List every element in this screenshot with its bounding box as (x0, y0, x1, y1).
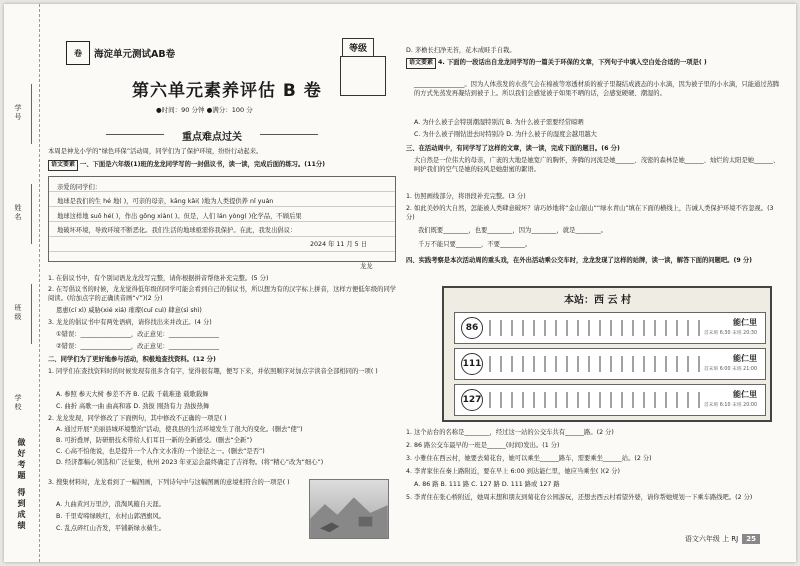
margin-slogan: 做好考题 得到成绩 (17, 438, 26, 532)
margin-label: 姓名 (14, 204, 22, 222)
margin-label: 学校 (14, 394, 22, 412)
question-options: 恩惠(cí xì) 威胁(xié xiá) 璀璨(cuǐ cuì) 肆意(sì shì) (56, 307, 202, 314)
letter-line: 地破坏环境，导致环境不断恶化。我们生活的地球亟需你我保护。在此，我发出倡议： (57, 226, 297, 234)
question-options: A. 通过开展“美丽县城环境整治”活动，使我县的生活环境发生了很大的变化。(删去“使”) (56, 426, 303, 433)
margin-line (31, 284, 32, 344)
question-options: C. 心高不怕他说，也是提升一个人作文水准的一个途径之一。(删去“是否”) (56, 448, 265, 455)
intro-text: 本周是神龙小学的“绿色环保”活动周，同学们为了保护环境，纷纷行动起来。 (48, 148, 263, 155)
question-options: A. 九曲黄河万里沙，浪淘风簸自天涯。 (56, 501, 165, 508)
exam-meta: ●时间：90 分钟 ●满分：100 分 (156, 106, 253, 114)
binding-margin (4, 4, 40, 562)
question-options: B. 千里莺啼绿映红，水村山郭酒旗风。 (56, 513, 166, 520)
tag-icon: 语文要素 (406, 58, 436, 69)
landscape-picture-icon (310, 480, 388, 538)
route-destination: 能仁里 (733, 318, 757, 327)
grade-box[interactable] (340, 56, 386, 96)
question-options: A. 86 路 B. 111 路 C. 127 路 D. 111 路或 127 路 (414, 481, 560, 488)
question: 3. 龙龙的倡议书中有两处语病，请你找出来并改正。(4 分) (48, 319, 212, 326)
route-schedule: 首末班 6:30 末班 20:30 (703, 331, 757, 336)
route-number: 127 (461, 389, 483, 411)
question-heading: 二、同学们为了更好地参与活动，积极地查找资料。(12 分) (48, 356, 216, 363)
margin-label: 班级 (14, 304, 22, 322)
letter-line: 地球是我们的生 hé 地( )，可亲的母亲，kāng kǎi( )地为人类提供养 nǐ yuán (57, 198, 274, 206)
answer-line[interactable]: ①错误：________________，改正意见：________________ (56, 331, 220, 338)
question: 2. 龙龙发现，同学修改了下面例句，其中修改不正确的一项是( ) (48, 415, 227, 422)
bus-route (454, 348, 766, 380)
brand-title: 海淀单元测试AB卷 (94, 49, 176, 60)
margin-line (31, 84, 32, 144)
bus-route (454, 312, 766, 344)
landscape-picture (309, 479, 389, 539)
question-options: C. 乱点碎红山杏发，平铺新绿水蘋生。 (56, 525, 166, 532)
question-options: D. 茅檐长扫净无苔，花木成畦手自栽。 (406, 47, 516, 54)
brand (66, 38, 175, 68)
question: 1. 这个站台的名称是________，经过这一站的公交车共有______路。(2 分) (406, 429, 614, 436)
question: 2. 在写倡议书的时候，龙龙觉得低年级的同学可能会看到自己的倡议书，所以想为有的汉字标上拼音，这样方便低年级的同学阅读。(给加点字的正确读音画“√”)(2 分) (48, 286, 397, 303)
route-destination: 能仁里 (733, 390, 757, 399)
question-options: A. 参照 参天大树 参差不齐 B. 记载 千载难逢 载歌载舞 (56, 391, 209, 398)
answer-line[interactable]: 千万不能只要________，不要________。 (418, 241, 532, 248)
margin-label: 学号 (14, 104, 22, 122)
route-schedule: 首末班 6:10 末班 20:00 (703, 403, 757, 408)
answer-line[interactable]: 我们既要________，也要________，因为________，就是________。 (418, 227, 607, 234)
page-title: 第六单元素养评估 B 卷 (132, 81, 322, 101)
passage: 大自然是一位伟大的母亲，广袤的大地是她宽广的胸怀，奔腾的河流是她______、茂密的森林是她______、灿烂的太阳是她______、呵护我们的空气是她的轻风是她甜蜜的絮语。 (414, 157, 780, 174)
question: 3. 搜集材料时，龙龙看到了一幅图画，下列诗句中与这幅图画的意境相符合的一项是( ) (48, 479, 290, 486)
letter-date: 2024 年 11 月 5 日 (310, 241, 367, 249)
footer-subject: 语文六年级 上 RJ (684, 535, 739, 543)
exam-sheet (4, 4, 796, 562)
question-heading: 语文要素 一、下面是六年级(1)班的龙龙同学写的一封倡议书，读一读，完成后面的练习。(11分) (48, 160, 398, 171)
route-number: 86 (461, 317, 483, 339)
page-number: 25 (742, 534, 760, 544)
question-heading: 三、在活动周中，有同学写了这样的文章，读一读，完成下面的题目。(6 分) (406, 145, 620, 152)
logo-icon: 卷 (66, 41, 90, 65)
question-options: C. 曲折 高歌一曲 曲高和寡 D. 劲拔 刚劲有力 劲拔热舞 (56, 403, 210, 410)
route-stops (489, 356, 709, 372)
question: 语文要素 4. 下面的一段话出自龙龙同学写的一篇关于环保的文章，下列句子中填入空白处合适的一项是( ) (406, 58, 784, 69)
letter-box (48, 176, 396, 262)
question: 2. 86 路公交车最早的一班是______(时间)发出。(1 分) (406, 442, 560, 449)
question: 4. 李青家住在秦上路附近，要在早上 6:00 到达能仁里，她应当乘坐( )(2 分) (406, 468, 621, 475)
question-options: A. 为什么被子会特别潮湿特别沉 B. 为什么被子需要经常晾晒 (414, 119, 584, 126)
route-stops (489, 392, 709, 408)
question: 1. 在倡议书中，有个别词语龙龙没写完整，请你根据拼音帮他补充完整。(5 分) (48, 275, 269, 282)
question: 1. 同学们在查找资料时的时候发现有很多含有字，觉得很有趣，便写下来，并依照顺序对加点字读音全部相同的一项( ) (48, 368, 378, 375)
route-schedule: 首末班 6:00 末班 21:00 (703, 367, 757, 372)
bus-stop-title: 本站：西 云 村 (564, 295, 631, 306)
question: 5. 李青住在张心桥附近，她周末想和朋友到菊花台公园游玩，还想去西云村看望外婆，请你帮她规划一下乘车路线吧。(2 分) (406, 494, 753, 501)
letter-line: 地球这样地 suǒ hé( )，作出 gōng xiàn( )。但是，人们 lán yòng( )化学品，不顾后果 (57, 212, 302, 220)
question: 1. 仿照画线部分，将语段补充完整。(3 分) (406, 193, 526, 200)
section-heading: 重点难点过关 (114, 128, 310, 143)
margin-line (31, 184, 32, 244)
route-number: 111 (461, 353, 483, 375)
question-options: B. 可折叠屏，防研册技术带给人们耳目一新的全新感受。(删去“全新”) (56, 437, 253, 444)
question-heading: 四、实践考察是本次活动周的重头戏，在外出活动乘公交车时，龙龙发现了这样的站牌，读一读，解答下面的问题吧。(9 分) (406, 257, 753, 264)
bus-stop-sign (442, 286, 772, 422)
answer-line[interactable]: ②错误：________________，改正意见：________________ (56, 343, 220, 350)
route-destination: 能仁里 (733, 354, 757, 363)
letter-signer: 龙龙 (360, 263, 373, 270)
question: 2. 如此美妙的大自然，怎能被人类肆意破坏？请巧妙地将“金山银山”“绿水青山”填在下面的横线上，告诫人类保护环境不容忽视。(3 分) (406, 205, 774, 222)
bus-route (454, 384, 766, 416)
tag-icon: 语文要素 (48, 160, 78, 171)
question-options: D. 经济都幅心领选和广泛征集，杭州 2023 年亚运会最终确定了吉祥物。(将“精心”改为“细心”) (56, 459, 324, 466)
letter-line: 亲爱的同学们： (57, 184, 102, 191)
passage: ________________。因为人体蒸发的水蒸气会在棉被等寒透材质的被子里凝结成液态的小水滴，因为被子里的小水滴，只能通过蒸腾的方式先蒸发再凝结到被子上。所以我们会感觉被子如果不晒的话，会感觉硬硬、潮湿的。 (414, 81, 780, 98)
page-footer (685, 534, 760, 544)
question-options: C. 为什么被子刚钻进去时特别冷 D. 为什么被子的湿度会越用越大 (414, 131, 597, 138)
question: 3. 小雅住在西云村，她要去菊花台，她可以乘坐______路车，需要乘坐______站。(2 分) (406, 455, 652, 462)
route-stops (489, 320, 709, 336)
grade-label: 等级 (342, 38, 374, 57)
